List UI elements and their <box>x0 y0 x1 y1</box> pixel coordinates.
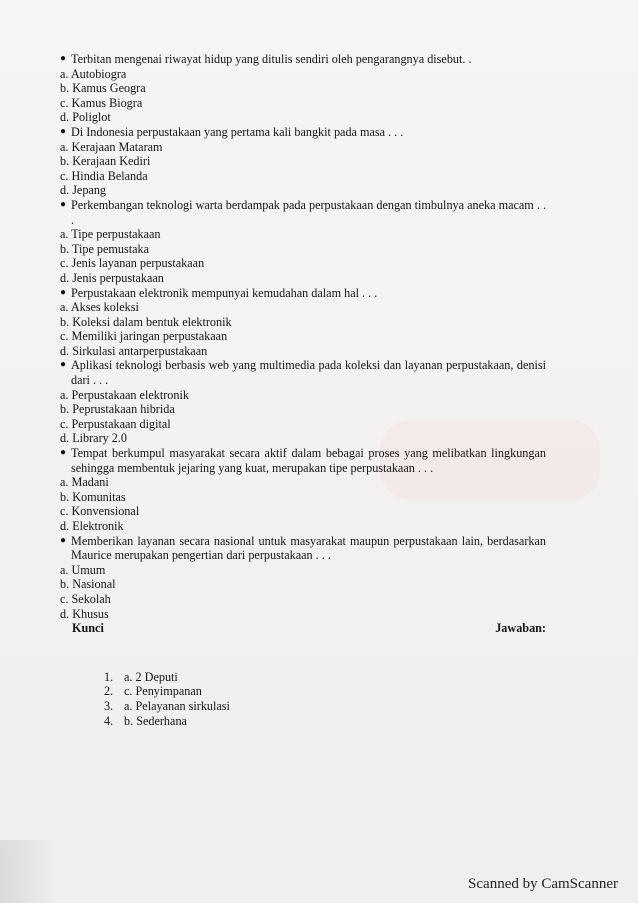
bullet-icon: ● <box>60 534 67 546</box>
bullet-icon: ● <box>60 53 67 64</box>
answer-text: c. Penyimpanan <box>124 684 202 699</box>
answer-option: b. Koleksi dalam bentuk elektronik <box>60 314 232 329</box>
question-line <box>60 125 546 140</box>
scanner-watermark: Scanned by CamScanner <box>468 876 618 892</box>
question-line <box>60 286 546 301</box>
scan-shadow <box>0 840 60 903</box>
answer-option: a. Autobiogra <box>60 66 127 81</box>
question-block <box>60 198 546 286</box>
answer-number: 4. <box>104 713 114 728</box>
answer-option: a. Umum <box>60 562 106 577</box>
answer-option: b. Komunitas <box>60 489 126 504</box>
question-line <box>60 198 546 227</box>
question-line <box>60 534 546 563</box>
kunci-label: Kunci <box>72 621 104 636</box>
question-block <box>60 446 546 534</box>
bullet-icon: ● <box>60 125 67 137</box>
answer-option: b. Kerajaan Kediri <box>60 154 151 169</box>
answer-option: a. Kerajaan Mataram <box>60 139 163 154</box>
answer-option: c. Memiliki jaringan perpustakaan <box>60 329 228 344</box>
answer-option: c. Jenis layanan perpustakaan <box>60 256 205 271</box>
question-text: Memberikan layanan secara nasional untuk masyarakat maupun perpustakaan lain, berdasarkan Maurice merupakan pengertian dari perpustakaan . . . <box>71 533 546 563</box>
bullet-icon: ● <box>60 198 67 210</box>
bullet-icon: ● <box>60 447 67 459</box>
answer-number: 1. <box>104 669 114 684</box>
answer-option: c. Perpustakaan digital <box>60 416 171 431</box>
bullet-icon: ● <box>60 359 67 371</box>
document-content <box>60 52 546 728</box>
question-line <box>60 446 546 475</box>
answer-option: d. Library 2.0 <box>60 431 128 446</box>
question-text: Tempat berkumpul masyarakat secara aktif dalam bebagai proses yang melibatkan lingkungan sehingga membentuk jejaring yang kuat, merupakan tipe perpustakaan . . . <box>71 446 546 475</box>
answer-option: a. Tipe perpustakaan <box>60 227 161 242</box>
answer-option: d. Sirkulasi antarperpustakaan <box>60 343 208 358</box>
question-block <box>60 125 546 198</box>
answer-option: a. Perpustakaan elektronik <box>60 387 189 402</box>
answer-option: c. Kamus Biogra <box>60 95 143 110</box>
answer-option: c. Hindia Belanda <box>60 168 148 183</box>
question-text: Perpustakaan elektronik mempunyai kemudahan dalam hal . . . <box>71 285 378 300</box>
answer-option: c. Sekolah <box>60 591 111 606</box>
answer-option: d. Elektronik <box>60 519 124 533</box>
question-block <box>60 52 546 125</box>
answer-key-item <box>104 699 546 714</box>
question-block <box>60 358 546 446</box>
question-block <box>60 534 546 622</box>
answer-option: b. Peprustakaan hibrida <box>60 402 175 417</box>
answer-number: 2. <box>104 684 114 699</box>
answer-option: b. Nasional <box>60 577 116 592</box>
answer-option: d. Khusus <box>60 606 109 621</box>
answer-option: b. Tipe pemustaka <box>60 241 150 256</box>
answer-list <box>60 670 546 728</box>
answer-option: a. Madani <box>60 475 109 490</box>
answer-option: d. Poliglot <box>60 110 111 125</box>
answer-text: a. 2 Deputi <box>124 669 178 684</box>
answer-key-header <box>60 621 546 636</box>
answer-number: 3. <box>104 698 114 713</box>
question-list <box>60 52 546 621</box>
question-text: Terbitan mengenai riwayat hidup yang ditulis sendiri oleh pengarangnya disebut. . <box>71 52 472 66</box>
answer-key-item <box>104 684 546 699</box>
answer-text: a. Pelayanan sirkulasi <box>124 698 230 713</box>
answer-option: c. Konvensional <box>60 504 140 519</box>
bullet-icon: ● <box>60 286 67 298</box>
question-line <box>60 358 546 387</box>
answer-text: b. Sederhana <box>124 713 187 728</box>
answer-option: d. Jenis perpustakaan <box>60 270 164 285</box>
answer-option: a. Akses koleksi <box>60 300 139 315</box>
question-block <box>60 286 546 359</box>
question-line <box>60 52 546 67</box>
answer-option: b. Kamus Geogra <box>60 81 146 96</box>
answer-key-item <box>104 714 546 729</box>
question-text: Perkembangan teknologi warta berdampak pada perpustakaan dengan timbulnya aneka macam . . . <box>71 197 546 227</box>
question-text: Aplikasi teknologi berbasis web yang multimedia pada koleksi dan layanan perpustakaan, denisi dari . . . <box>71 358 546 388</box>
jawaban-label: Jawaban: <box>495 621 546 636</box>
question-text: Di Indonesia perpustakaan yang pertama kali bangkit pada masa . . . <box>71 124 404 139</box>
answer-key-item <box>104 670 546 685</box>
answer-option: d. Jepang <box>60 183 107 198</box>
